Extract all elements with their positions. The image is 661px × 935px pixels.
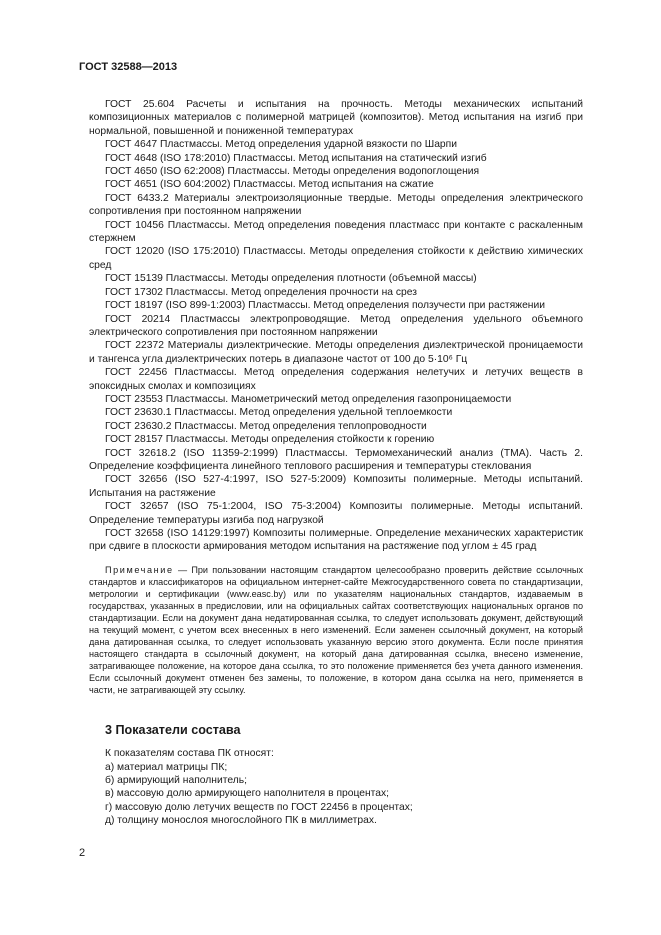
- reference-item: ГОСТ 32658 (ISO 14129:1997) Композиты полимерные. Определение механических характеристик при сдвиге в плоскости армирования методом испытания на растяжение под углом ± 45 град: [89, 528, 583, 553]
- reference-item: ГОСТ 10456 Пластмассы. Метод определения поведения пластмасс при контакте с раскаленным стержнем: [89, 219, 583, 245]
- reference-item: ГОСТ 28157 Пластмассы. Методы определения стойкости к горению: [105, 434, 435, 446]
- document-body: [89, 98, 583, 828]
- list-item: д) толщину монослоя многослойного ПК в миллиметрах.: [105, 815, 377, 827]
- list-item: б) армирующий наполнитель;: [105, 775, 247, 787]
- reference-item: ГОСТ 4647 Пластмассы. Метод определения ударной вязкости по Шарпи: [105, 139, 457, 151]
- normative-references-list: [89, 98, 583, 554]
- reference-item: ГОСТ 32657 (ISO 75-1:2004, ISO 75-3:2004) Композиты полимерные. Методы испытаний. Определение температуры изгиба под нагрузкой: [89, 501, 583, 526]
- reference-item: ГОСТ 15139 Пластмассы. Методы определения плотности (объемной массы): [105, 273, 477, 285]
- reference-item: ГОСТ 23630.1 Пластмассы. Метод определения удельной теплоемкости: [105, 407, 453, 419]
- page-number: 2: [79, 847, 86, 859]
- reference-item: ГОСТ 20214 Пластмассы электропроводящие. Метод определения удельного объемного электрического сопротивления при постоянном напряжении: [89, 313, 583, 338]
- document-header: ГОСТ 32588—2013: [79, 61, 178, 73]
- reference-item: ГОСТ 4651 (ISO 604:2002) Пластмассы. Метод испытания на сжатие: [105, 179, 434, 191]
- list-item: а) материал матрицы ПК;: [105, 761, 228, 773]
- note-label: Примечание: [105, 564, 174, 575]
- section-intro: К показателям состава ПК относят:: [105, 748, 274, 760]
- reference-item: ГОСТ 6433.2 Материалы электроизоляционные твердые. Методы определения электрического сопротивления при постоянном напряжении: [89, 192, 583, 218]
- section-title: 3 Показатели состава: [105, 722, 241, 737]
- note-paragraph: [89, 564, 583, 696]
- reference-item: ГОСТ 22372 Материалы диэлектрические. Методы определения диэлектрической проницаемости и тангенса угла диэлектрических потерь в диапазоне частот от 100 до 5·10⁶ Гц: [89, 340, 583, 365]
- reference-item: ГОСТ 18197 (ISO 899-1:2003) Пластмассы. Метод определения ползучести при растяжении: [105, 300, 545, 312]
- note-text: — При пользовании настоящим стандартом целесообразно проверить действие ссылочных стандартов и классификаторов на официальном интернет-сайте Межгосударственного совета по стандартизации, метрологии и сертификации (www.easc.by) или по указателям национальных стандартов, издаваемым в государствах, указанных в предисловии, или на официальных сайтах соответствующих национальных органов по стандартизации. Если на документ дана недатированная ссылка, то следует использовать документ, действующий на текущий момент, с учетом всех внесенных в него изменений. Если заменен ссылочный документ, на который дана датированная ссылка, то следует использовать указанную версию этого документа. Если после принятия настоящего стандарта в ссылочный документ, на который дана датированная ссылка, внесено изменение, затрагивающее положение, на которое дана ссылка, то это положение применяется без учета данного изменения. Если ссылочный документ отменен без замены, то положение, в котором дана ссылка на него, применяется в части, не затрагивающей эту ссылку.: [89, 564, 583, 695]
- reference-item: ГОСТ 23630.2 Пластмассы. Метод определения теплопроводности: [105, 420, 427, 432]
- reference-item: ГОСТ 22456 Пластмассы. Метод определения содержания нелетучих и летучих веществ в эпоксидных смолах и композициях: [89, 367, 583, 392]
- list-item: в) массовую долю армирующего наполнителя в процентах;: [105, 788, 390, 800]
- list-item: г) массовую долю летучих веществ по ГОСТ 22456 в процентах;: [105, 801, 413, 813]
- composition-list: [89, 761, 583, 828]
- reference-item: ГОСТ 25.604 Расчеты и испытания на прочность. Методы механических испытаний композиционных материалов с полимерной матрицей (композитов). Метод испытания на изгиб при нормальной, повышенной и пониженной температурах: [89, 99, 583, 137]
- reference-item: ГОСТ 4648 (ISO 178:2010) Пластмассы. Метод испытания на статический изгиб: [105, 152, 487, 164]
- reference-item: ГОСТ 23553 Пластмассы. Манометрический метод определения газопроницаемости: [105, 393, 512, 405]
- reference-item: ГОСТ 4650 (ISO 62:2008) Пластмассы. Методы определения водопоглощения: [105, 166, 480, 178]
- reference-item: ГОСТ 32656 (ISO 527-4:1997, ISO 527-5:2009) Композиты полимерные. Методы испытаний. Испытания на растяжение: [89, 474, 583, 499]
- reference-item: ГОСТ 17302 Пластмассы. Метод определения прочности на срез: [105, 286, 417, 298]
- reference-item: ГОСТ 32618.2 (ISO 11359-2:1999) Пластмассы. Термомеханический анализ (ТМА). Часть 2. Определение коэффициента линейного теплового расширения и температуры стеклования: [89, 447, 583, 472]
- reference-item: ГОСТ 12020 (ISO 175:2010) Пластмассы. Методы определения стойкости к действию химических сред: [89, 246, 583, 271]
